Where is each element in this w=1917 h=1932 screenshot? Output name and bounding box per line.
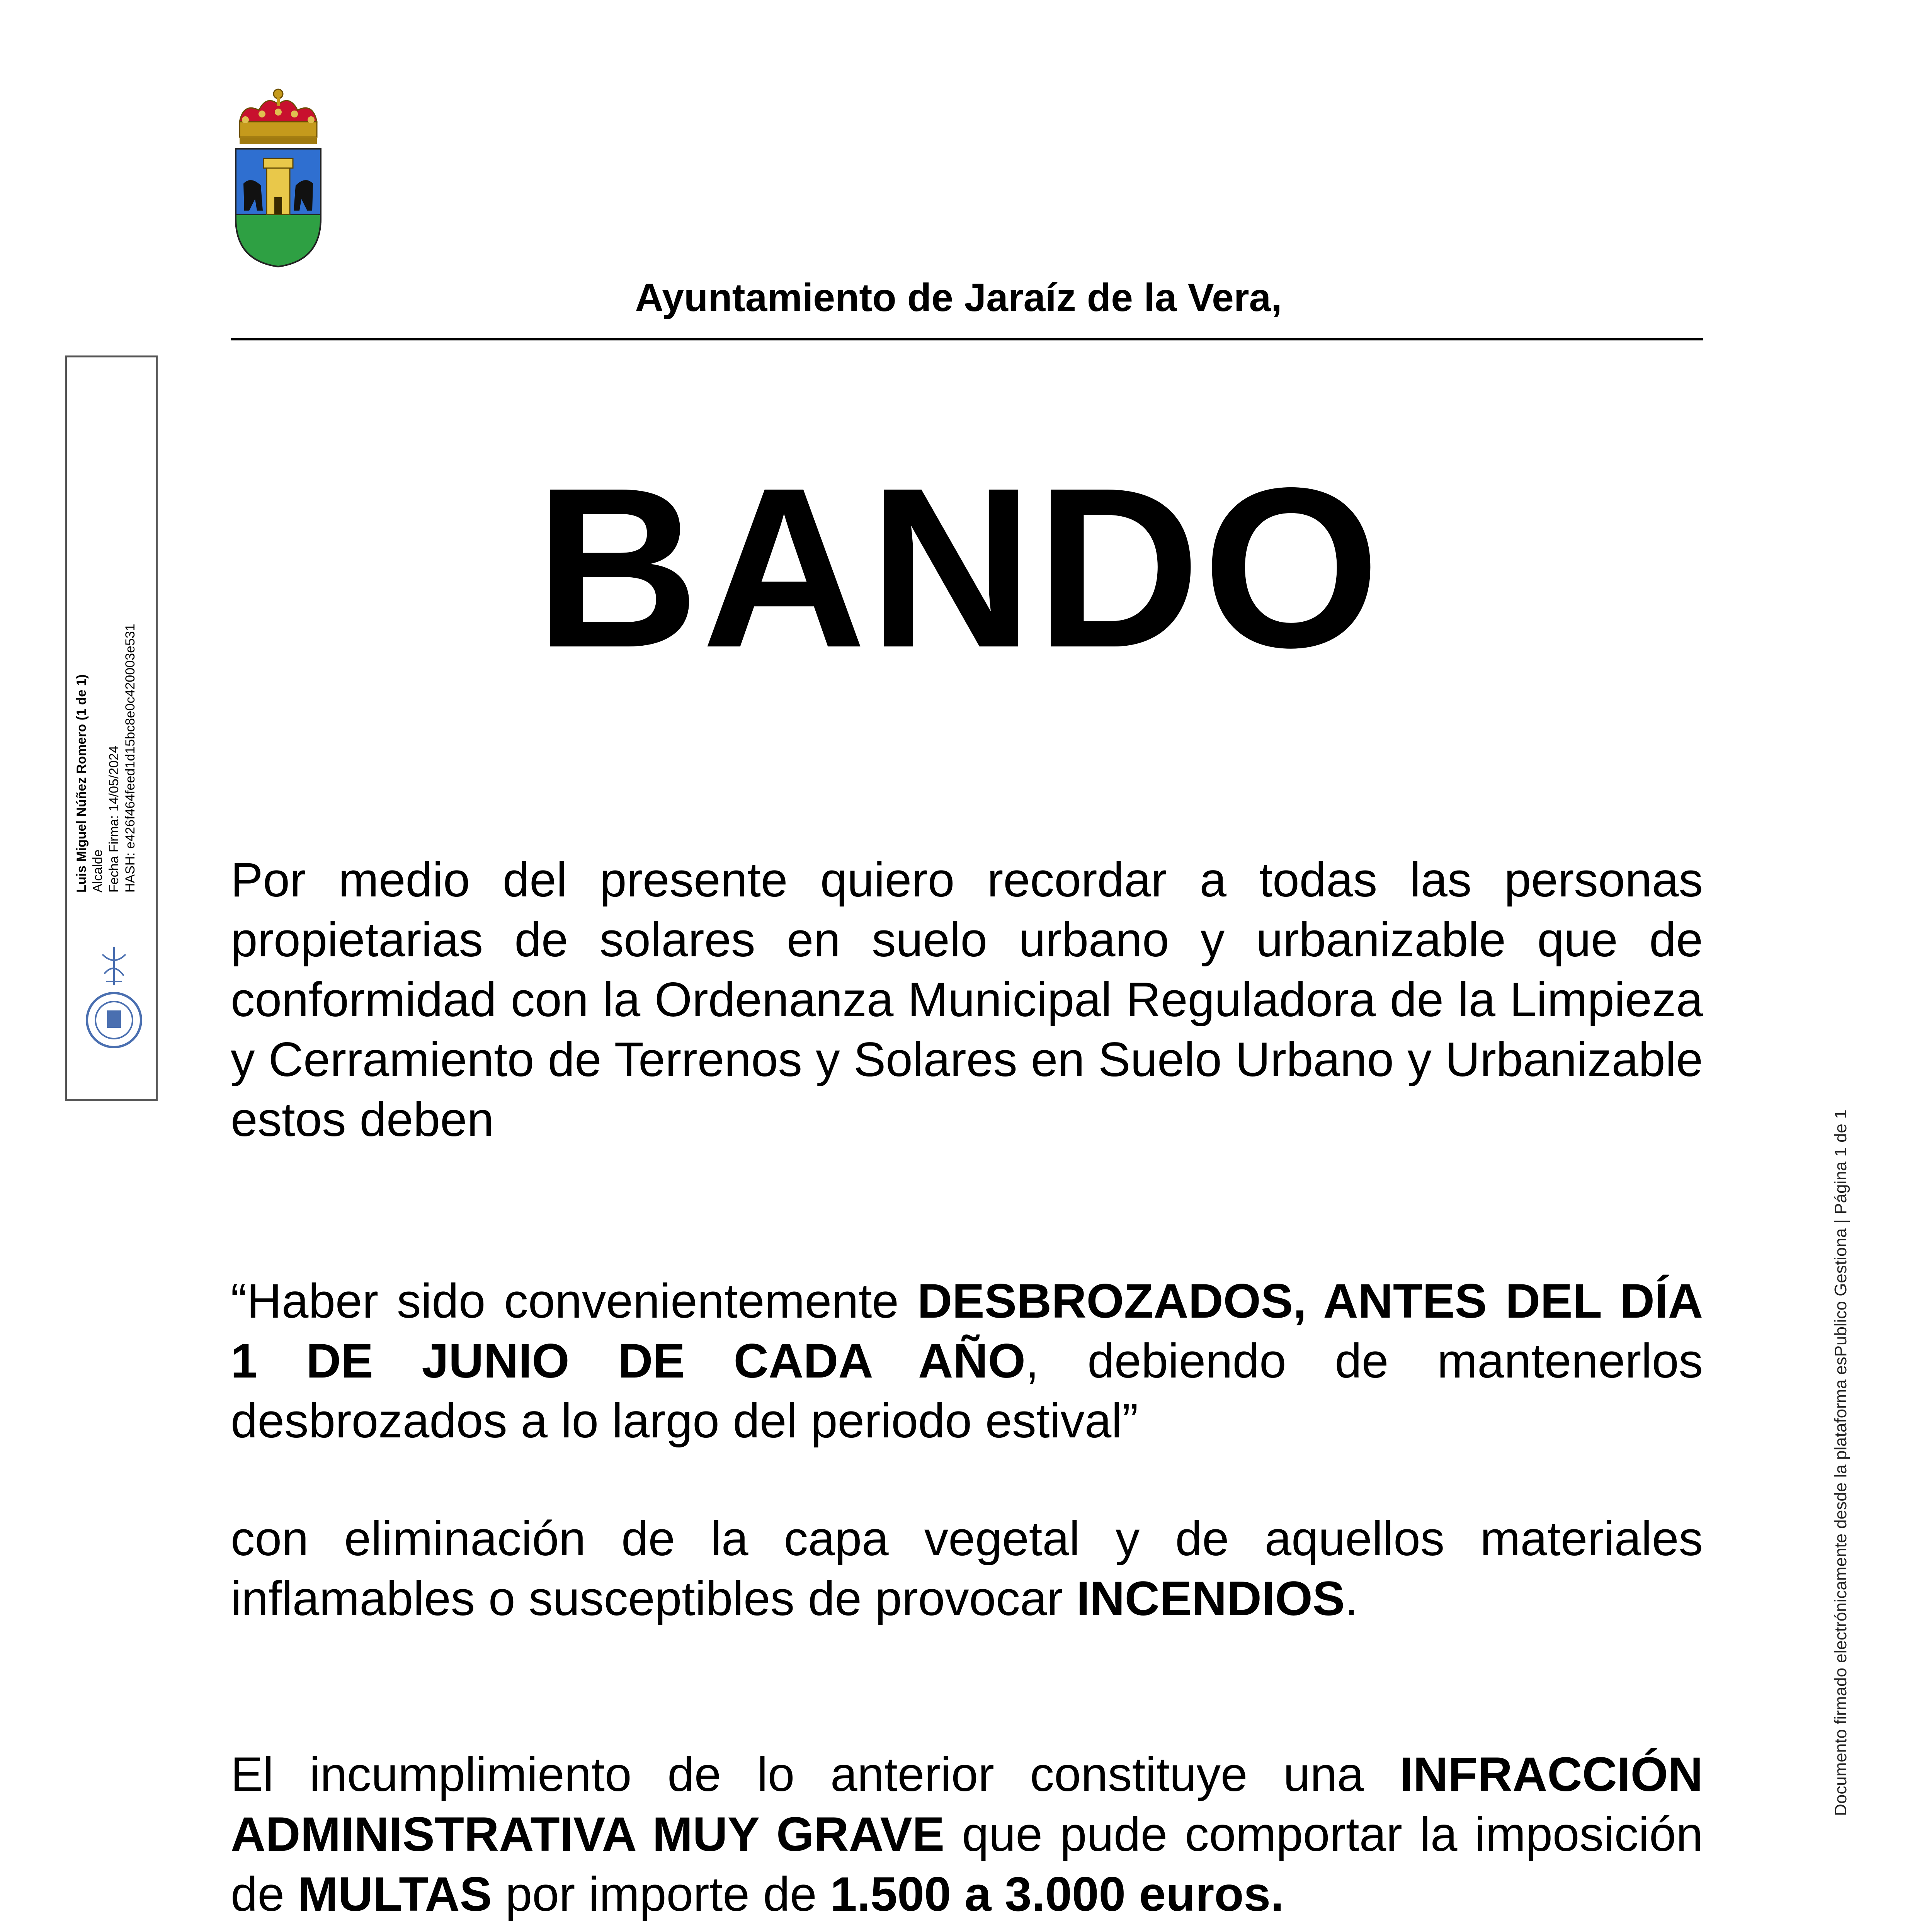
text-segment: “Haber sido convenientemente — [231, 1274, 917, 1328]
paragraph-sanction — [231, 1745, 1703, 1924]
header-divider — [231, 338, 1703, 340]
text-segment: El incumplimiento de lo anterior constituye una — [231, 1748, 1400, 1801]
text-segment: por importe de — [492, 1867, 830, 1921]
paragraph-quote — [231, 1271, 1703, 1451]
signature-details — [73, 624, 138, 893]
coat-of-arms-icon — [228, 87, 328, 269]
paragraph-incendios — [231, 1509, 1703, 1629]
document-heading: BANDO — [534, 440, 1383, 695]
text-segment: que pude comportar la imposición de — [231, 1808, 1703, 1921]
text-segment: con eliminación de la capa vegetal y de aquellos materiales inflamables o susceptibles de provocar — [231, 1512, 1703, 1626]
text-segment: . — [1345, 1572, 1358, 1626]
bold-segment: INFRACCIÓN ADMINISTRATIVA MUY GRAVE — [231, 1748, 1703, 1861]
bold-segment: 1.500 a 3.000 euros. — [830, 1867, 1284, 1921]
bold-segment: DESBROZADOS, ANTES DEL DÍA 1 DE JUNIO DE CADA AÑO — [231, 1274, 1703, 1388]
signer-name: Luis Miguel Núñez Romero (1 de 1) — [74, 674, 89, 893]
seal-icon — [83, 939, 145, 1055]
paragraph-intro: Por medio del presente quiero recordar a todas las personas propietarias de solares en suelo urbano y urbanizable que de conformidad con la Ordenanza Municipal Reguladora de la Limpieza y Cerramiento de Terrenos y Solares en Suelo Urbano y Urbanizable estos deben — [231, 853, 1703, 1146]
bold-segment: INCENDIOS — [1076, 1572, 1345, 1626]
header-title: Ayuntamiento de Jaraíz de la Vera, — [635, 276, 1282, 320]
bold-segment: MULTAS — [298, 1867, 492, 1921]
signer-role: Alcalde — [90, 849, 105, 893]
text-segment: , debiendo de mantenerlos desbrozados a lo largo del periodo estival” — [231, 1334, 1703, 1448]
signature-hash: HASH: e426f464feed1d15bc8e0c420003e531 — [123, 624, 138, 893]
verification-note: Documento firmado electrónicamente desde la plataforma esPublico Gestiona | Página 1 de 1 — [1831, 1109, 1850, 1816]
signature-date: Fecha Firma: 14/05/2024 — [107, 746, 121, 893]
